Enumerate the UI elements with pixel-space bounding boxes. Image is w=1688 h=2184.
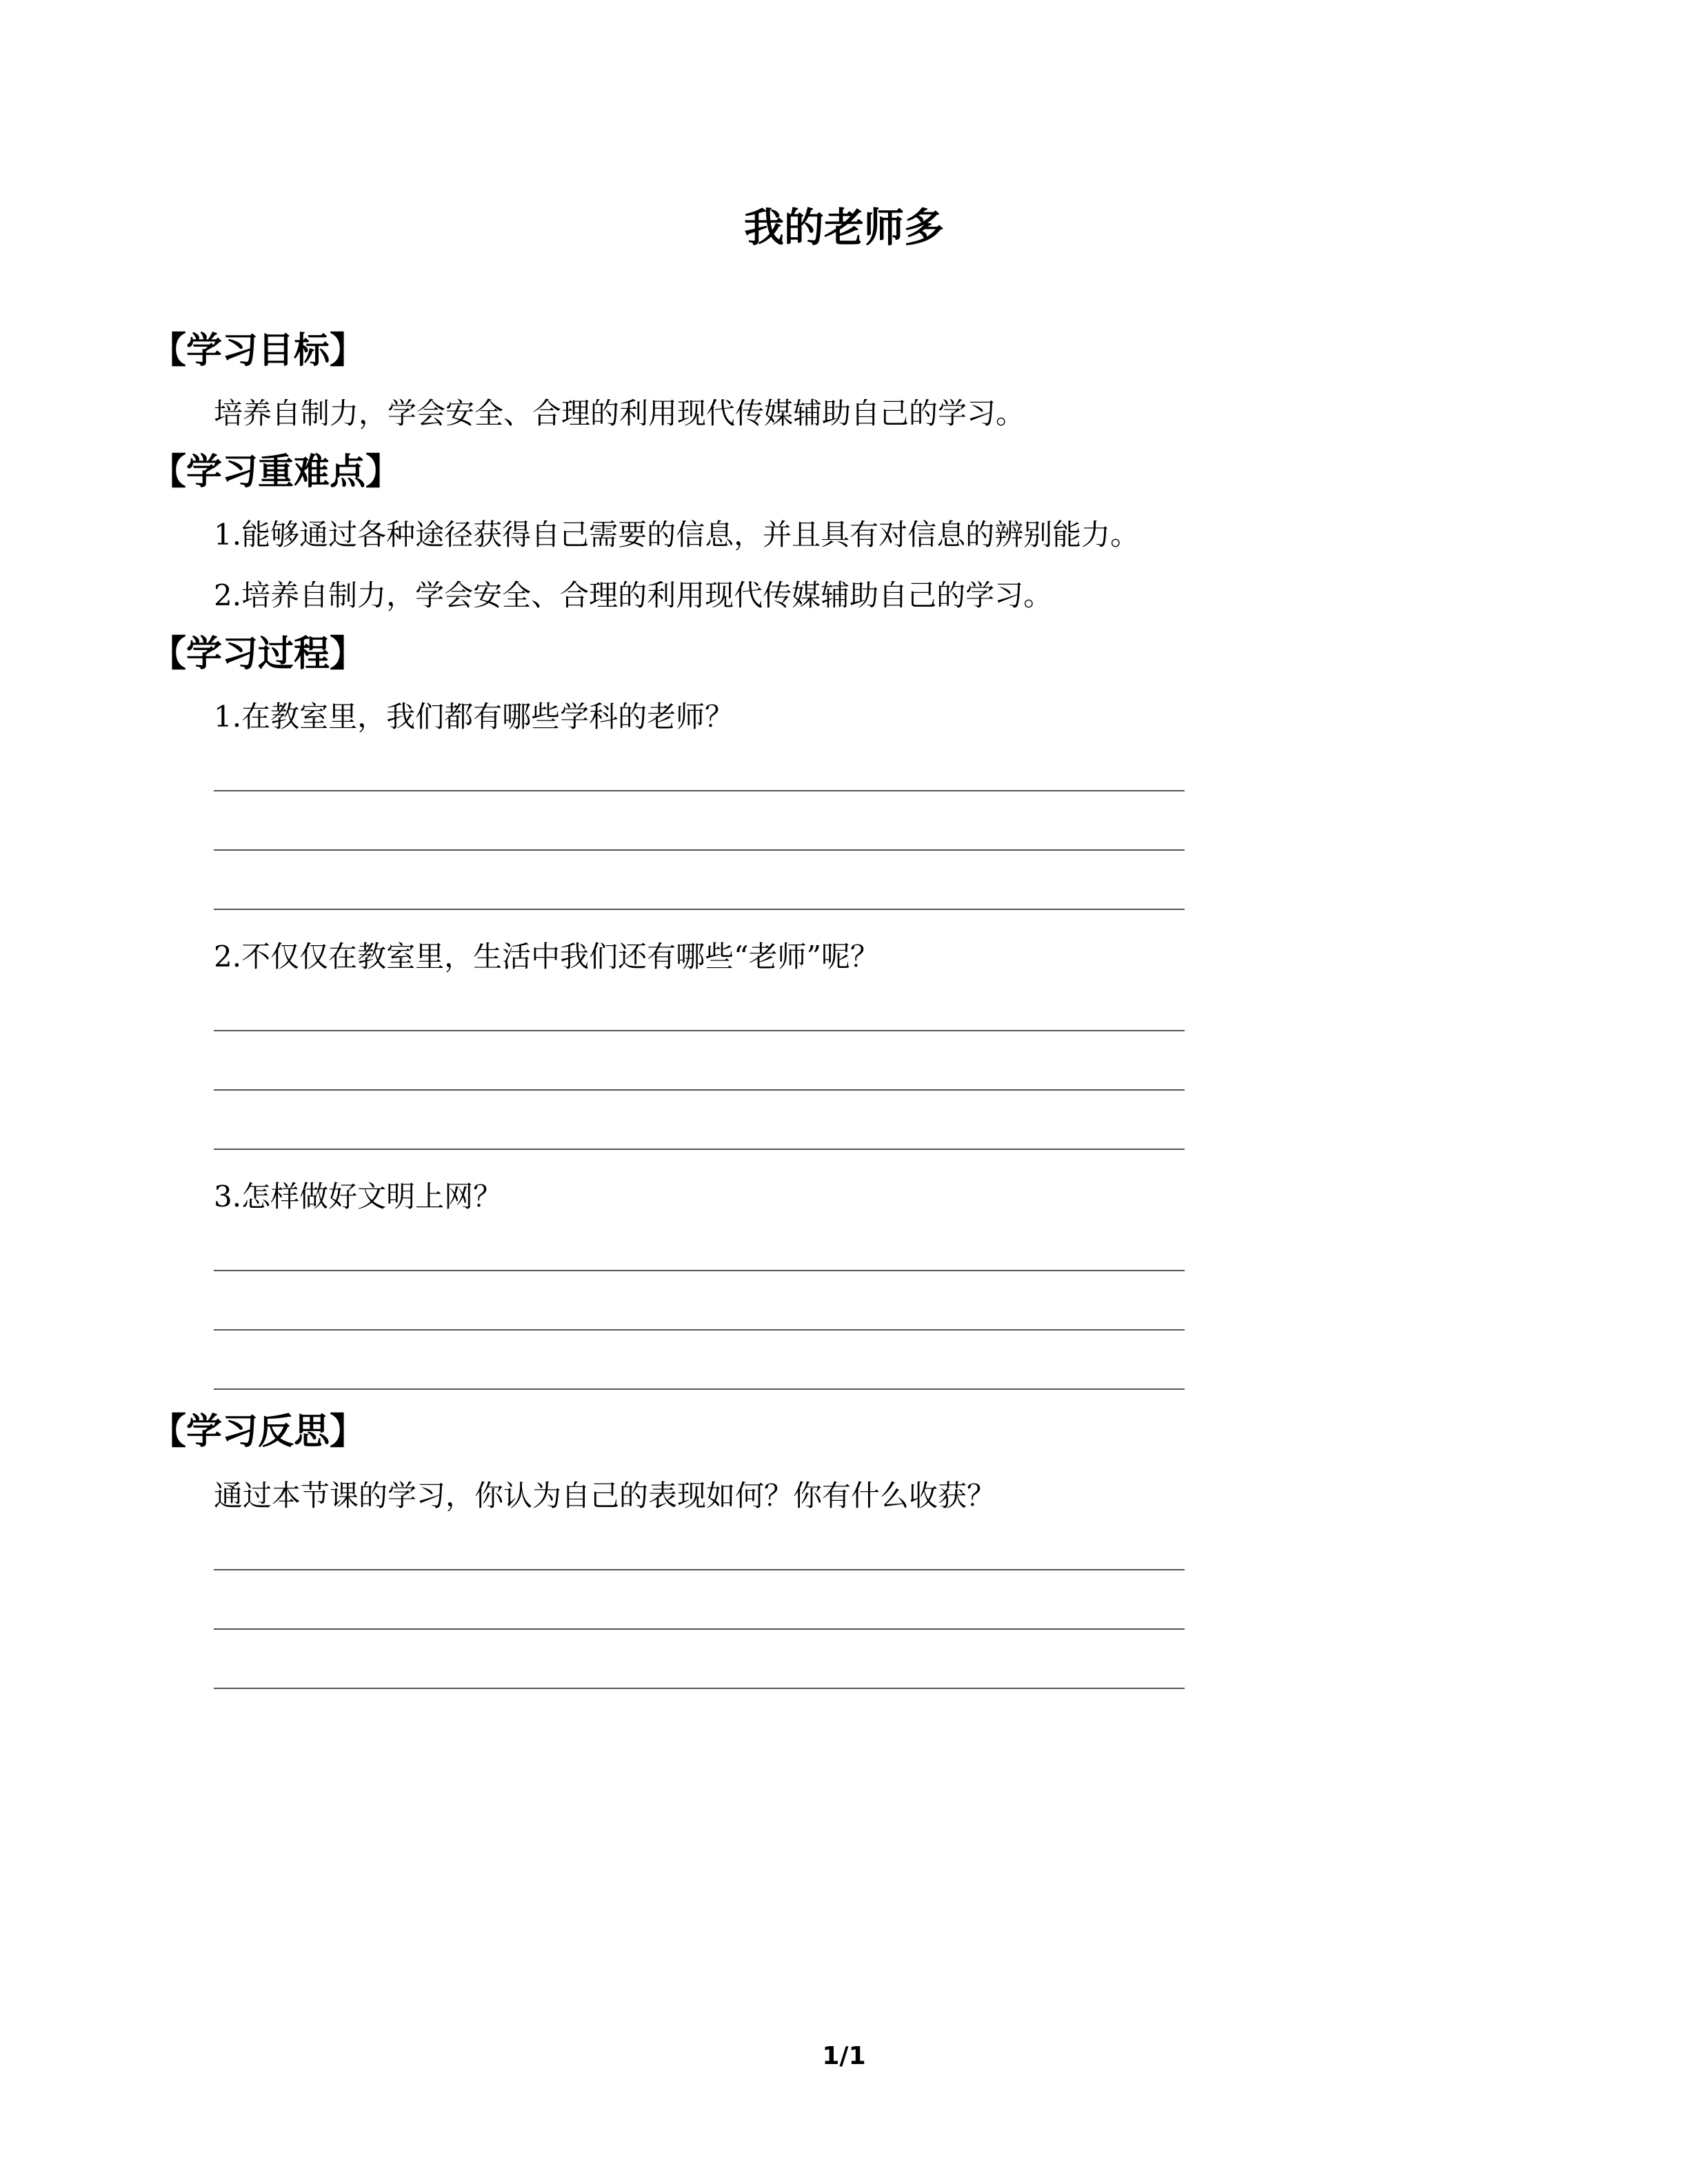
key-point-item: 2.培养自制力，学会安全、合理的利用现代传媒辅助自己的学习。 bbox=[214, 578, 1053, 612]
answer-line[interactable] bbox=[214, 1388, 1185, 1390]
key-point-item: 1.能够通过各种途径获得自己需要的信息，并且具有对信息的辨别能力。 bbox=[214, 518, 1140, 552]
answer-line[interactable] bbox=[214, 1329, 1185, 1331]
page-number: 1/1 bbox=[822, 2042, 866, 2070]
answer-line[interactable] bbox=[214, 1149, 1185, 1150]
answer-line[interactable] bbox=[214, 790, 1185, 791]
key-points-heading: 【学习重难点】 bbox=[150, 452, 402, 493]
answer-line[interactable] bbox=[214, 1628, 1185, 1630]
page-title: 我的老师多 bbox=[743, 204, 944, 251]
answer-line[interactable] bbox=[214, 1569, 1185, 1570]
answer-line[interactable] bbox=[214, 1688, 1185, 1689]
answer-line[interactable] bbox=[214, 1030, 1185, 1031]
process-question: 2.不仅仅在教室里，生活中我们还有哪些“老师”呢？ bbox=[214, 940, 880, 973]
process-question: 3.怎样做好文明上网？ bbox=[214, 1180, 503, 1213]
answer-line[interactable] bbox=[214, 849, 1185, 851]
objectives-heading: 【学习目标】 bbox=[150, 330, 366, 372]
answer-line[interactable] bbox=[214, 1270, 1185, 1271]
reflection-text: 通过本节课的学习，你认为自己的表现如何？你有什么收获？ bbox=[214, 1479, 996, 1513]
objectives-text: 培养自制力，学会安全、合理的利用现代传媒辅助自己的学习。 bbox=[214, 396, 1025, 430]
answer-line[interactable] bbox=[214, 909, 1185, 910]
process-question: 1.在教室里，我们都有哪些学科的老师？ bbox=[214, 700, 734, 734]
process-heading: 【学习过程】 bbox=[150, 634, 366, 675]
answer-line[interactable] bbox=[214, 1089, 1185, 1091]
reflection-heading: 【学习反思】 bbox=[150, 1411, 366, 1453]
